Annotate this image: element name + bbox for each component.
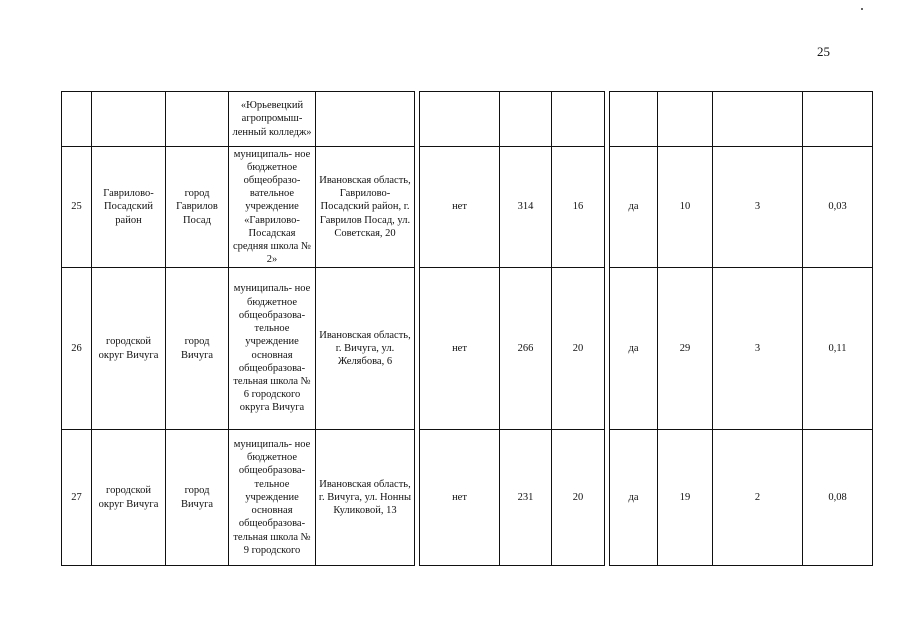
cell-col12: 0,03 (803, 147, 873, 268)
cell-col11: 3 (713, 268, 803, 430)
cell-address: Ивановская область, Гаврилово- Посадский район, г. Гаврилов Посад, ул. Советская, 20 (316, 147, 415, 268)
cell-col6 (420, 92, 500, 147)
table-row (62, 268, 873, 430)
cell-district: городской округ Вичуга (92, 268, 166, 430)
cell-col8: 20 (552, 430, 605, 566)
cell-col9: да (610, 430, 658, 566)
cell-col12: 0,08 (803, 430, 873, 566)
cell-address (316, 92, 415, 147)
cell-col10 (658, 92, 713, 147)
cell-locality: город Вичуга (166, 430, 229, 566)
cell-col8: 20 (552, 268, 605, 430)
cell-col6: нет (420, 430, 500, 566)
cell-num (62, 92, 92, 147)
cell-address: Ивановская область, г. Вичуга, ул. Желябова, 6 (316, 268, 415, 430)
cell-address: Ивановская область, г. Вичуга, ул. Нонны Куликовой, 13 (316, 430, 415, 566)
cell-institution: «Юрьевецкий агропромыш- ленный колледж» (229, 92, 316, 147)
data-table (61, 91, 873, 566)
cell-col12 (803, 92, 873, 147)
cell-col10: 29 (658, 268, 713, 430)
cell-locality: город Гаврилов Посад (166, 147, 229, 268)
cell-col11: 3 (713, 147, 803, 268)
cell-col7: 266 (500, 268, 552, 430)
cell-institution: муниципаль- ное бюджетное общеобразова- тельное учреждение основная общеобразова- тельная школа № 6 городского округа Вичуга (229, 268, 316, 430)
table-row (62, 430, 873, 566)
cell-col7 (500, 92, 552, 147)
table-row-top (62, 92, 873, 147)
cell-locality (166, 92, 229, 147)
cell-col9 (610, 92, 658, 147)
page-number: 25 (817, 44, 830, 59)
cell-col11 (713, 92, 803, 147)
cell-col10: 10 (658, 147, 713, 268)
table-row (62, 147, 873, 268)
cell-col6: нет (420, 268, 500, 430)
cell-col9: да (610, 268, 658, 430)
cell-col8 (552, 92, 605, 147)
scan-speck (861, 8, 863, 10)
cell-col10: 19 (658, 430, 713, 566)
cell-district (92, 92, 166, 147)
cell-num: 27 (62, 430, 92, 566)
cell-num: 26 (62, 268, 92, 430)
cell-col12: 0,11 (803, 268, 873, 430)
cell-col7: 231 (500, 430, 552, 566)
cell-district: городской округ Вичуга (92, 430, 166, 566)
cell-num: 25 (62, 147, 92, 268)
cell-col6: нет (420, 147, 500, 268)
cell-col8: 16 (552, 147, 605, 268)
cell-institution: муниципаль- ное бюджетное общеобразо- вательное учреждение «Гаврилово- Посадская средняя школа № 2» (229, 147, 316, 268)
cell-col9: да (610, 147, 658, 268)
cell-col11: 2 (713, 430, 803, 566)
cell-locality: город Вичуга (166, 268, 229, 430)
cell-district: Гаврилово- Посадский район (92, 147, 166, 268)
cell-institution: муниципаль- ное бюджетное общеобразова- тельное учреждение основная общеобразова- тельная школа № 9 городского (229, 430, 316, 566)
cell-col7: 314 (500, 147, 552, 268)
